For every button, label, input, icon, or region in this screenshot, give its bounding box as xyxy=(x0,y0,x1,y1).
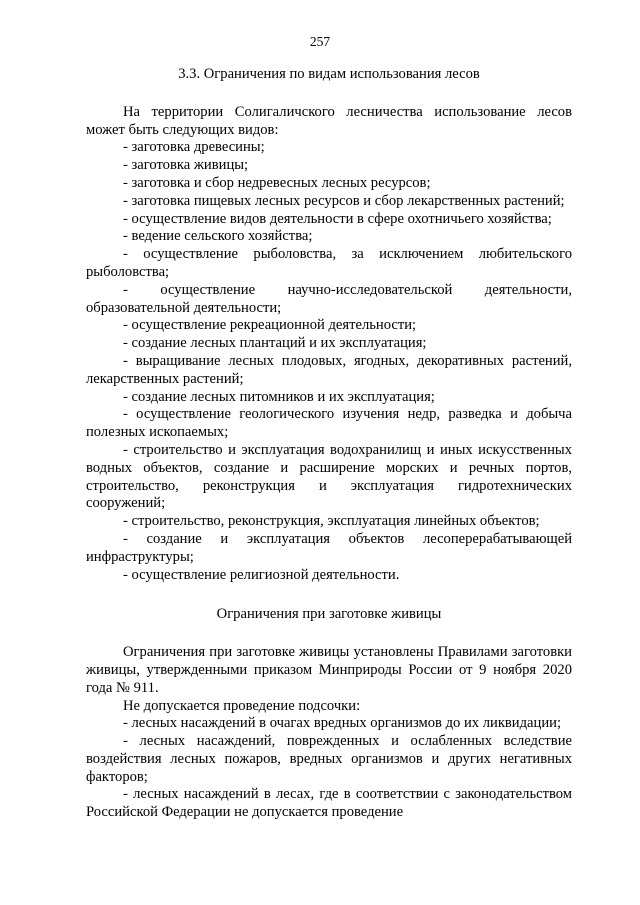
resin-paragraph: Ограничения при заготовке живицы установлены Правилами заготовки живицы, утвержденными приказом Минприроды России от 9 ноября 2020 года № 911. xyxy=(86,644,572,696)
section-intro: На территории Солигаличского лесничества использование лесов может быть следующих видов: xyxy=(86,103,572,138)
list-item: - создание лесных плантаций и их эксплуатация; xyxy=(123,335,427,352)
list-item: - лесных насаждений в лесах, где в соответствии с законодательством Российской Федерации не допускается проведение xyxy=(86,786,572,821)
list-item: - осуществление религиозной деятельности. xyxy=(123,566,400,583)
list-item: - осуществление научно-исследовательской деятельности, образовательной деятельности; xyxy=(86,281,572,316)
forest-use-list xyxy=(86,139,572,584)
resin-prohibition-intro: Не допускается проведение подсочки: xyxy=(123,697,361,714)
document-body xyxy=(86,66,572,822)
list-item: - заготовка живицы; xyxy=(123,157,249,174)
page-number: 257 xyxy=(309,34,331,49)
resin-prohibition-list xyxy=(86,715,572,822)
list-item: - создание лесных питомников и их эксплуатация; xyxy=(123,388,435,405)
section-heading-resin: Ограничения при заготовке живицы xyxy=(216,606,442,623)
list-item: - выращивание лесных плодовых, ягодных, декоративных растений, лекарственных растений; xyxy=(86,352,572,387)
list-item: - лесных насаждений в очагах вредных организмов до их ликвидации; xyxy=(123,715,561,732)
list-item: - осуществление рекреационной деятельности; xyxy=(123,317,417,334)
list-item: - ведение сельского хозяйства; xyxy=(123,228,313,245)
list-item: - лесных насаждений, поврежденных и ослабленных вследствие воздействия лесных пожаров, вредных организмов и других негативных факторов; xyxy=(86,733,572,785)
list-item: - заготовка пищевых лесных ресурсов и сбор лекарственных растений; xyxy=(123,192,565,209)
list-item: - осуществление видов деятельности в сфере охотничьего хозяйства; xyxy=(123,210,552,227)
list-item: - осуществление геологического изучения недр, разведка и добыча полезных ископаемых; xyxy=(86,406,572,441)
list-item: - заготовка древесины; xyxy=(123,139,265,156)
section-heading-forest-use: 3.3. Ограничения по видам использования лесов xyxy=(178,66,480,82)
list-item: - строительство, реконструкция, эксплуатация линейных объектов; xyxy=(123,513,540,530)
list-item: - заготовка и сбор недревесных лесных ресурсов; xyxy=(123,174,431,191)
list-item: - строительство и эксплуатация водохранилищ и иных искусственных водных объектов, создание и расширение морских и речных портов, строительство, реконструкция и эксплуатация гидротехнических сооружений; xyxy=(86,441,572,512)
list-item: - осуществление рыболовства, за исключением любительского рыболовства; xyxy=(86,246,572,280)
list-item: - создание и эксплуатация объектов лесоперерабатывающей инфраструктуры; xyxy=(86,530,572,565)
